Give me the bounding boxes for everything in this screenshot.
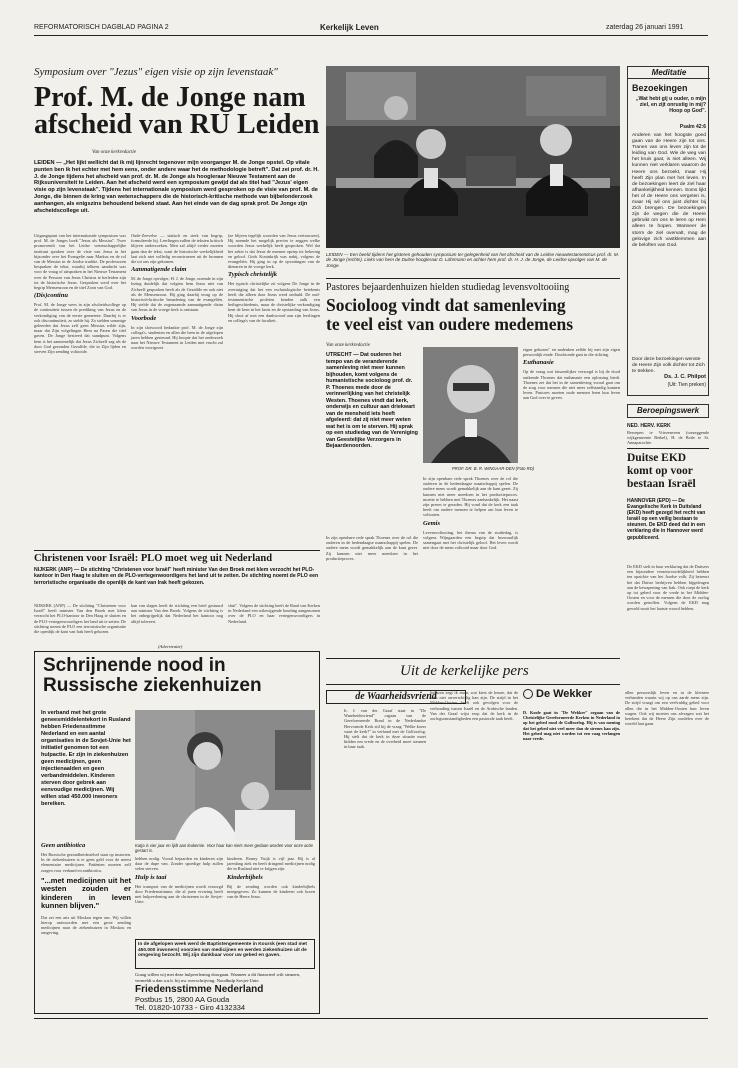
subheading-discontinu: (Dis)continu (34, 292, 68, 300)
israel-column-2: kan van slagen heeft de stichting een brief gestuurd aan minister Van den Broek. Volgens de stichting is het onbegrijpelijk dat Nederland het kantoor nog altijd tolereert. (131, 603, 223, 624)
russia-ad-column-1: Geen antibiotica Het Russische gezondheidsstelsel staat op instorten. In de ziekenhuizen is er geen geld voor de meest elementaire medicijnen. Patiënten moeten zelf zorgen voor verband en antibiotica. "...met medicijnen uit het westen zouden er kinderen in leven kunnen blijven." Dat zei een arts uit Moskou tegen ons. Wij willen hierop antwoorden met een grote zending medicijnen naar de ziekenhuizen in Moskou en omgeving. (41, 842, 131, 936)
footer-rule (34, 1018, 708, 1019)
page-header-section: Kerkelijk Leven (320, 23, 379, 32)
symposium-photo-caption: LEIDEN — Een beeld tijdens het gisteren gehouden symposium ter gelegenheid van het afscheid van de Leidse nieuwtestamenticus prof. dr. M. de Jonge (rechts). Links van hem de Duitse hoogleraar D. Lührmann en achter hem prof. dr. H. J. de Jonge, de Leidse opvolger van M. de Jonge. (326, 252, 619, 268)
meditatie-title: Bezoekingen (632, 83, 688, 93)
page-header-date: zaterdag 26 januari 1991 (606, 24, 684, 31)
ekd-headline: Duitse EKD komt op voor bestaan Israël (627, 452, 696, 490)
russia-ad-bottom-text: Graag willen wij met deze hulpverlening doorgaan. Wanneer u dit financieel wilt steunen, vermeldt u dan a.u.b. bij uw overschrijving: Noodhulp Sovjet-Unie. (135, 972, 301, 983)
subheading-euthanasie: Euthanasie (523, 359, 554, 367)
waarheidsvriend-column-1: Ir. J. van der Graaf staat in "De Waarheidsvriend" orgaan van de Gereformeerde Bond in de Nederlandse Hervormde Kerk stil bij de vraag "Welke koers vaart de kerk?" in verband met de Golfoorlog. Hij stelt dat de kerk in deze situatie moet bidden om vrede en de overheid moet steunen in haar taak. (344, 708, 426, 750)
main-article-headline-1: Prof. M. de Jonge nam (34, 82, 306, 113)
beroepingswerk-text: Beroepen te Vriezenveen (toezeggende wijkgemeente Bethel), H. de Bode te St. Annaparochie. (627, 430, 709, 446)
waarheidsvriend-column-2: linksom zegt ik maar, wat kiest de keuze, dat de kerk niet onverschillig kan zijn. De strijd in het Midden-Oosten heeft ook gevolgen voor de verhouding tussen Israël en de Arabische landen. Van der Graaf wijst erop dat de kerk in de oorlogsomstandigheden een pastorale taak heeft. (430, 690, 518, 722)
russia-ad-headline-1: Schrijnende nood in (43, 655, 226, 676)
socioloog-column-3: eigen gekozen" en nadenken zelfde hij met zijn eigen persoonlijk einde. Doodzonde gaat in die richting. Euthanasie Op de vraag wat fatsoenlijker verzorgd is bij de dood ontkende Thoenes dat euthanasie een oplossing biedt. Thoenes zei dat het in de samenleving vooral gaat om de zorg voor mensen die niet meer zelfstandig kunnen leven. Pastores moeten oude mensen leren hun leven aan God over te geven. (523, 347, 620, 401)
meditatie-verse: „Wat hebt gij u ouder, o mijn ziel, en zijt onrustig in mij? Hoop op God". (635, 96, 706, 115)
subheading-voorbode: Voorbode (131, 314, 157, 322)
de-wekker-column-1: D. Koole gaat in "De Wekker" orgaan van de Christelijke Gereformeerde Kerken in Nederland in op het gebed rond de Golfoorlog. Hij is van mening dat het gebed niet veel meer dan de sirenes kan zijn. Het gebed mag niet worden tot een vaag verlangen naar vrede. (523, 710, 620, 742)
socioloog-top-rule (326, 278, 620, 279)
socioloog-kicker: Pastores bejaardenhuizen hielden studiedag levensvoltooiing (326, 282, 570, 293)
russia-ad-box: In de afgelopen week werd de Baptistengemeente in Koursk (een stad met 450.000 inwoners) voorzien van medicijnen en werden ziekenhuizen uit de omgeving bezocht. Wij zijn dankbaar voor uw gebed en gaven. (135, 939, 315, 969)
socioloog-column-2: In zijn openbare rede sprak Thoenes over de rol die ouderen in de hedendaagse maatschappij spelen. De oudere mens wordt gemakkelijk aan de kant gezet. Zij kunnen niet meer meedoen in het productieproces. moeite te hebben met Thoenes aanhankelijk. Het naast zijn preses te geraden. Hij vond dat de kerk een taak heeft om oudere mensen te helpen om hun leven te voltooien. Gemis Levensvoltooiing, het thema van de studiedag, is volgens Wijngaarden een begrip dat bezwaarlijk samengaat met het christelijk geloof. Het leven wordt niet door de mens voltooid maar door God. (423, 476, 518, 551)
socioloog-byline: Van onze kerkredactie (326, 343, 370, 348)
main-article-kicker: Symposium over "Jezus" eigen visie op zijn levenstaak" (34, 66, 278, 78)
israel-column-3: sluit". Volgens de stichting heeft de Raad van Kerken in Nederland een stilzwijgende houding aangenomen over de PLO en haar vertegenwoordigers in Nederland. (228, 603, 320, 624)
page-header-left: REFORMATORISCH DAGBLAD PAGINA 2 (34, 24, 169, 31)
socioloog-headline-2: te veel eist van oudere medemens (326, 314, 574, 334)
russia-ad-quote: "...met medicijnen uit het westen zouden er kinderen in leven kunnen blijven." (41, 875, 131, 911)
ekd-top-rule (627, 448, 709, 449)
main-article-column-3: (ze blijven tegelijk woorden van Jezus vertrouwen). Hij noemde het mogelijk precies te zeggen welke woorden Jezus werkelijk heeft gesproken. Wel dat het zeker is dat Jezus de mensen opriep tot bekering en geloof. Gods Koninkrijk was nabij, volgens de evangeliën. Hij ging in op de opvattingen van de dienaren in de vroege kerk. Typisch christelijk Het typisch christelijke zit volgens De Jonge in de overtuiging dat het een eschatologische betekenis heeft die alleen door Jezus werd onthuld. De oud-testamentische profeten kenden zulk een heilsgeschiedenis, maar de christelijke verkondiging kent de kern in het kruis en de opstanding van Jezus. Hij sloot af met een dankwoord aan zijn leerlingen en collega's van de faculteit. (228, 233, 320, 323)
beroepingswerk-church: NED. HERV. KERK (627, 423, 671, 429)
israel-lead: NIJKERK (ANP) — De stichting "Christenen voor Israël" heeft minister Van den Broek met klem verzocht het PLO-kantoor in Den Haag te sluiten en de PLO-vertegenwoordigers het land uit te zetten. De stichting noemt de PLO een terroristische organisatie die openlijk de kant van Irak heeft gekozen. (34, 567, 319, 586)
meditatie-body: Anderen van het hoogste goed gaan van de Heere zijn tot ons. Tranen van ons leven zijn tot de leiding van God. Wie de weg van het kruis gaat, is niet alleen. Wij kunnen niet verklaren waarom de Heere ons bezoekt, maar Hij heeft Zijn plan met het leven. In de bezoekingen leert de ziel haar afhankelijkheid kennen. Soms lijkt het of de Heere ons vergeten is, maar Hij wil ons juist dichter bij Zich brengen. De bezoekingen zijn de wegen die de Heere gebruikt om ons te leren op Hem alleen te hopen. Wanneer de storm de ziel overvalt, mag de gelovige zich vastklemmen aan de beloften van God. (632, 133, 706, 248)
wijngaarden-portrait (423, 347, 518, 463)
uit-pers-top-rule (326, 658, 620, 659)
russia-ad-column-3: kinderen. Ronny Vuijk is vijf jaar. Hij is al jarenlang ziek en heeft dringend medicijnen nodig die in Rusland niet te krijgen zijn. Kinderbijbels Bij de zending worden ook kinderbijbels meegegeven. Zo kunnen de kinderen ook horen van de Heere Jezus. (227, 856, 315, 900)
meditatie-box (627, 66, 709, 396)
de-wekker-masthead: De Wekker (523, 688, 620, 706)
socioloog-lead: UTRECHT — Dat ouderen het tempo van de veranderende samenleving niet meer kunnen bijhouden, komt volgens de humanistische socioloog prof. dr. P. Thoenes mede door de verinnerlijking van het christelijk Westen. Thoenes vindt dat kerk, onderwijs en cultuur aan driekwart van de mensheid iets heeft afgeleerd: dat zij niet meer weten wat het is om te sterven. Hij sprak op een studiedag van de Vereniging van Geestelijke Verzorgers in Bejaardenoorden. (326, 352, 418, 449)
israel-top-rule (34, 550, 320, 551)
subheading-aanmatigende-claim: Aanmatigende claim (131, 266, 187, 274)
russia-ad-photo (135, 710, 315, 840)
de-wekker-logo-icon (523, 689, 533, 699)
de-wekker-column-2: allen persoonlijk leven en in de kleinere verbanden waarin wij op ons aarde mens zijn. De strijd vraagt om een veelvuldig gebed voor allen die in het Midden-Oosten hun leven wagen. Ook wij moeten ons afvragen wat het betekent dat de Heere Zijn oordelen over de wereld laat gaan. (625, 690, 709, 727)
socioloog-column-1: In zijn openbare rede sprak Thoenes over de rol die ouderen in de hedendaagse maatschappij spelen. De oudere mens wordt gemakkelijk aan de kant gezet. Zij kunnen niet meer meedoen in het productieproces. (326, 535, 418, 561)
meditatie-body-end: Door deze bezoekingen wenste de Heere Zijn volk dichter tot Zich te trekken. (632, 357, 705, 375)
uit-pers-title: Uit de kerkelijke pers (400, 663, 529, 679)
russia-advertisement (34, 651, 320, 1014)
wijngaarden-portrait-caption: PROF. DR. B. R. WINGAAR-DEN (Foto RD) (452, 466, 535, 471)
main-article-column-1: Uitgangspunt van het internationale symposium was prof. M. de Jonges boek "Jezus als Messias". Twee promovendi van het Leidse wetenschappelijke instituut spraken over de visie van Jezus in het bijzonder over het Evangelie naar Markus en de rol van de Messias in de Joodse traditie. De professoren bespraken de tekst, waarbij telkens aandacht was voor de vraag of uitspraken in het Nieuwe Testament over de Persoon van Jezus Christus te herleiden zijn tot de historische Jezus. Gesproken werd over het begrip Mensenzoon en de titel Zoon van God. (Dis)continu Prof. M. de Jonge wees in zijn afscheidscollege op de continuïteit tussen de prediking van Jezus en de verkondiging van de eerste gemeente. Daarbij is er ook discontinuïteit, zo stelde hij. Zo stelden sommige geleerden dat Jezus zelf geen Messias wilde zijn, maar dat Zijn volgelingen Hem na Pasen die titel gaven. De Jonge bestreed dat standpunt. Volgens hem is het aannemelijk dat Jezus Zichzelf zag als de door God gezonden Gezalfde, die in Zijn lijden en sterven Zijn zending voltooide. (34, 233, 127, 355)
subheading-gemis: Gemis (423, 519, 440, 527)
russia-ad-column-2: hebben nodig. Vooral bejaarden en kinderen zijn daar de dupe van. Zonder spoedige hulp zullen velen sterven. Hulp is taai Het transport van de medicijnen wordt verzorgd door Friedensstimme, die al jaren ervaring heeft met hulpverlening aan de christenen in de Sovjet-Unie. (135, 856, 223, 905)
uit-pers-title-rule (326, 684, 620, 685)
subheading-kinderbijbels: Kinderbijbels (227, 873, 263, 881)
subheading-typisch-christelijk: Typisch christelijk (228, 271, 278, 279)
meditatie-verse-reference: Psalm 42:6 (679, 124, 706, 130)
waarheidsvriend-masthead: de Waarheidsvriend (326, 690, 466, 704)
meditatie-author: Ds. J. C. Philpot (664, 374, 706, 380)
beroepingswerk-header: Beroepingswerk (627, 404, 709, 418)
israel-headline: Christenen voor Israël: PLO moet weg uit Nederland (34, 553, 273, 564)
subheading-hulp-is-taai: Hulp is taai (135, 873, 167, 881)
main-article-column-2: Oude-Zeevelse — statisch en sterk van begrip, formuleerde hij. Leerlingen zullen de teksten kritisch blijven onderzoeken. Men zal altijd verder moeten gaan dan de tekst, want de historische werkelijkheid laat zich niet volledig reconstrueren uit de bronnen die tot ons zijn gekomen. Aanmatigende claim M. de Jonge opvolger, H. J. de Jonge, noemde in zijn lezing duidelijk dat volgens hem Jezus niet van Zichzelf gesproken heeft als de Gezalfde en ook niet als de Mensenzoon. Hij ging daarbij terug op de historisch-kritische benadering van de evangeliën. Hij stelde dat de zogenaamde aanmatigende claim van Jezus in de vroege kerk is ontstaan. Voorbode In zijn slotwoord bedankte prof. M. de Jonge zijn collega's, studenten en allen die hem in de afgelopen jaren hebben gesteund. Hij hoopte dat het onderzoek naar het Nieuwe Testament in Leiden met vrucht zal worden voortgezet. (131, 233, 223, 351)
main-article-headline-2: afscheid van RU Leiden (34, 109, 320, 140)
israel-column-1: NIJKERK (ANP) — De stichting "Christenen voor Israël" heeft minister Van den Broek met klem verzocht het PLO-kantoor in Den Haag te sluiten en de PLO-vertegenwoordigers het land uit te zetten. De stichting noemt de PLO een terroristische organisatie die openlijk de kant van Irak heeft gekozen. (34, 603, 126, 635)
symposium-photo (326, 66, 620, 248)
russia-ad-photo-caption: Katja is vier jaar en lijdt aan leukemie. Voor haar kan niets meer gedaan worden voor onze actie gestart is. (135, 843, 313, 853)
advertentie-tag: (Advertentie) (158, 644, 183, 649)
russia-ad-address: Postbus 15, 2800 AA Gouda (135, 995, 230, 1004)
meditatie-header: Meditatie (628, 67, 710, 79)
socioloog-headline-1: Socioloog vindt dat samenleving (326, 295, 566, 315)
russia-ad-headline-2: Russische ziekenhuizen (43, 675, 262, 696)
ekd-lead: HANNOVER (EPD) — De Evangelische Kerk in Duitsland (EKD) heeft gezegd het recht van Israël op een veilig bestaan te steunen. De EKD deed dat in een verklaring die in Hannover werd gepubliceerd. (627, 498, 706, 541)
header-rule (34, 35, 708, 36)
russia-ad-intro: In verband met het grote geneesmiddelentekort in Rusland hebben Friedensstimme Nederland en een aantal organisaties in de Sovjet-Unie het initiatief genomen tot een hulpactie. Er zijn in ziekenhuizen geen medicijnen, geen injectienaalden en geen verbandmiddelen. Kinderen sterven door gebrek aan eenvoudige medicijnen. Wij willen stad 450.000 inwoners bereiken. (41, 710, 131, 807)
main-article-lead: LEIDEN — „Het lijkt wellicht dat ik mij lijnrecht tegenover mijn voorganger M. de Jonge opstel. Op vitale punten ben ik het echter met hem eens, onder andere waar het de methodologie betreft". Dat zei prof. dr. H. J. de Jonge tijdens het afscheid van prof. dr. M. de Jonge als hoogleraar Nieuwe Testament aan de Rijksuniversiteit te Leiden. Aan het afscheid werd een symposium gewijd dat als titel had "Jezus' eigen visie op zijn levenstaak". Tijdens het internationale symposium werd gesproken op de visie van prof. M. de Jonge, die binnen de kring van wetenschappers die de historisch-kritische methode van bijbelonderzoek aanhangen, als enigszins behoudend bekend staat. Aan het einde van de dag sprak prof. De Jonge zijn afscheidscollege uit. (34, 160, 319, 214)
meditatie-author-note: (Uit: Tien preken) (667, 382, 706, 388)
subheading-geen-antibiotica: Geen antibiotica (41, 842, 86, 849)
main-article-byline: Van onze kerkredactie (92, 150, 136, 155)
russia-ad-organization: Friedensstimme Nederland (135, 984, 264, 995)
russia-ad-phone: Tel. 01820-10733 - Giro 4132334 (135, 1003, 246, 1012)
ekd-body: De EKD stelt in haar verklaring dat de Duitsers een bijzondere verantwoordelijkheid hebben ten opzichte van het Joodse volk. Zij betreurt het dat Duitse bedrijven hebben bijgedragen aan de bewapening van Irak. Ook roept de kerk op tot gebed voor de vrede in het Midden-Oosten en voor de mensen die door de oorlog worden getroffen. Volgens de EKD mag geweld nooit het laatste woord hebben. (627, 564, 709, 611)
